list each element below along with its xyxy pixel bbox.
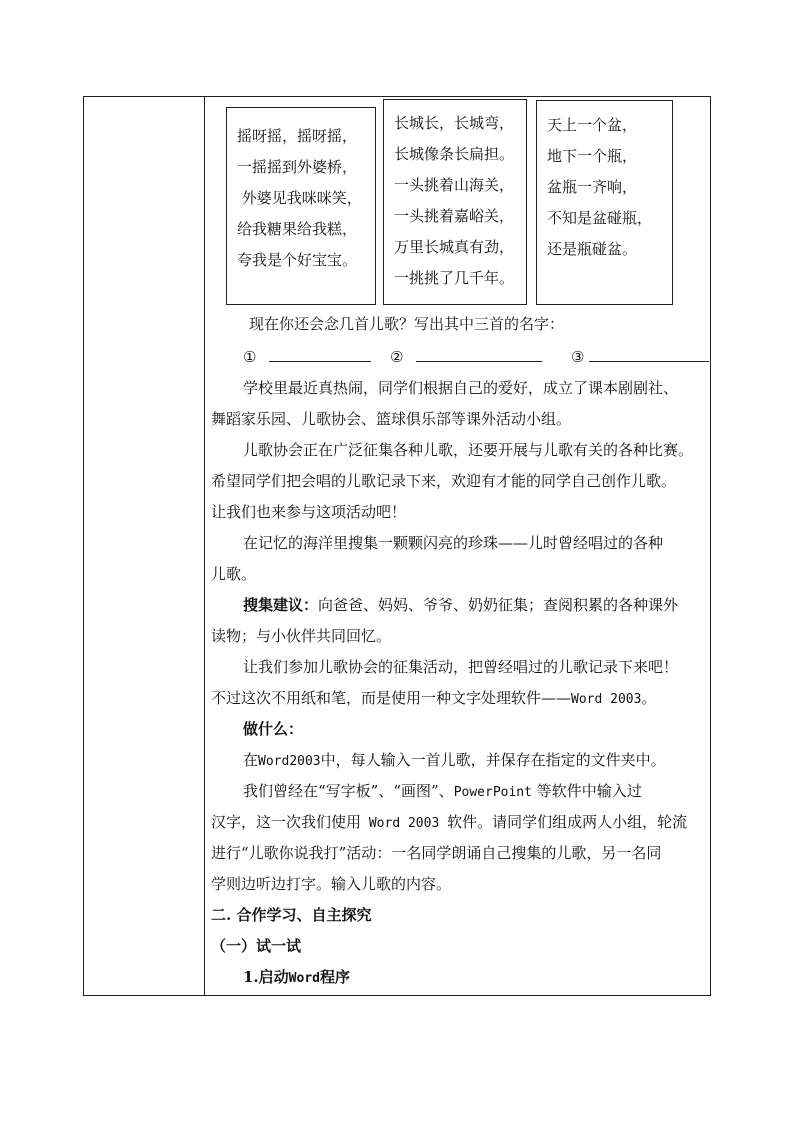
poem-line: 长城像条长扁担。 [394,145,515,163]
content-cell [205,97,710,995]
software-name: Word 2003 [361,816,448,831]
text-segment: 在 [243,751,259,769]
section-heading: 二. 合作学习、自主探究 [211,906,372,924]
lesson-table [83,96,711,996]
poem-line: 一摇摇到外婆桥， [237,158,358,176]
poem-line: 还是瓶碰盆。 [547,240,638,258]
suggestion-label: 搜集建议： [243,596,319,614]
poem-line: 外婆见我咪咪笑， [237,189,362,207]
poem-line: 万里长城真有劲， [394,238,515,256]
text-segment: 汉字，这一次我们使用 [211,813,362,831]
paragraph-line [205,749,710,770]
software-name: Word [288,971,320,986]
text-segment: 我们曾经在“写字板”、“画图”、 [243,782,454,800]
suggestion-line [205,594,710,615]
mark-2: ② [390,348,404,366]
paragraph-line: 学校里最近真热闹，同学们根据自己的爱好，成立了课本剧剧社、 [243,379,679,397]
paragraph-line: 希望同学们把会唱的儿歌记录下来，欢迎有才能的同学自己创作儿歌。 [211,472,677,490]
todo-heading: 做什么： [243,720,304,738]
poem-line: 一头挑着山海关， [394,176,515,194]
subsection-heading: （一）试一试 [211,937,302,955]
answer-blank-2[interactable] [416,346,542,362]
text-segment: 等软件中输入过 [531,782,642,800]
mark-1: ① [243,348,257,366]
text-segment: 软件。请同学们组成两人小组，轮流 [447,813,688,831]
paragraph-line: 进行“儿歌你说我打”活动：一名同学朗诵自己搜集的儿歌，另一名同 [211,844,662,862]
suggestion-text: 向爸爸、妈妈、爷爷、奶奶征集；查阅积累的各种课外 [318,596,679,614]
poem-line: 不知是盆碰瓶， [547,209,653,227]
text-segment: 中，每人输入一首儿歌，并保存在指定的文件夹中。 [320,751,666,769]
paragraph-line [205,811,710,832]
paragraph-line: 让我们参加儿歌协会的征集活动，把曾经唱过的儿歌记录下来吧！ [243,658,679,676]
software-name: Word 2003 [571,692,642,707]
poem-line: 地下一个瓶， [547,147,638,165]
mark-3: ③ [571,348,585,366]
poem-box-1 [226,107,376,305]
paragraph-line: 学则边听边打字。输入儿歌的内容。 [211,875,452,893]
software-name: PowerPoint [453,785,532,800]
answer-blank-1[interactable] [269,346,371,362]
paragraph-line: 让我们也来参与这项活动吧！ [211,503,407,521]
text-segment: 不过这次不用纸和笔，而是使用一种文字处理软件—— [211,689,572,707]
text-segment: 。 [641,689,657,707]
paragraph-line: 舞蹈家乐园、儿歌协会、篮球俱乐部等课外活动小组。 [211,410,572,428]
paragraph-line [205,687,710,708]
poem-line: 摇呀摇，摇呀摇， [237,127,358,145]
answer-blank-3[interactable] [589,346,709,362]
poem-line: 给我糖果给我糕， [237,220,358,238]
poem-line: 一挑挑了几千年。 [394,269,515,287]
poem-line: 长城长，长城弯， [394,114,515,132]
poem-line: 一头挑着嘉峪关， [394,207,515,225]
poem-box-2 [383,99,527,305]
poem-box-3 [536,100,673,305]
paragraph-line [205,780,710,801]
software-name: Word2003 [258,754,321,769]
answer-blanks [205,346,710,366]
poem-line: 天上一个盆， [547,116,638,134]
question-text: 现在你还会念几首儿歌？写出其中三首的名字： [249,315,565,333]
text-segment: 程序 [319,968,350,986]
paragraph-line: 读物；与小伙伴共同回忆。 [211,627,392,645]
paragraph-line: 在记忆的海洋里搜集一颗颗闪亮的珍珠——儿时曾经唱过的各种 [243,534,664,552]
poem-line: 盆瓶一齐响， [547,178,638,196]
poem-line: 夸我是个好宝宝。 [237,251,358,269]
paragraph-line: 儿歌。 [211,565,257,583]
paragraph-line: 儿歌协会正在广泛征集各种儿歌，还要开展与儿歌有关的各种比赛。 [243,441,694,459]
text-segment: 1.启动 [243,968,289,986]
step-heading [205,966,710,987]
